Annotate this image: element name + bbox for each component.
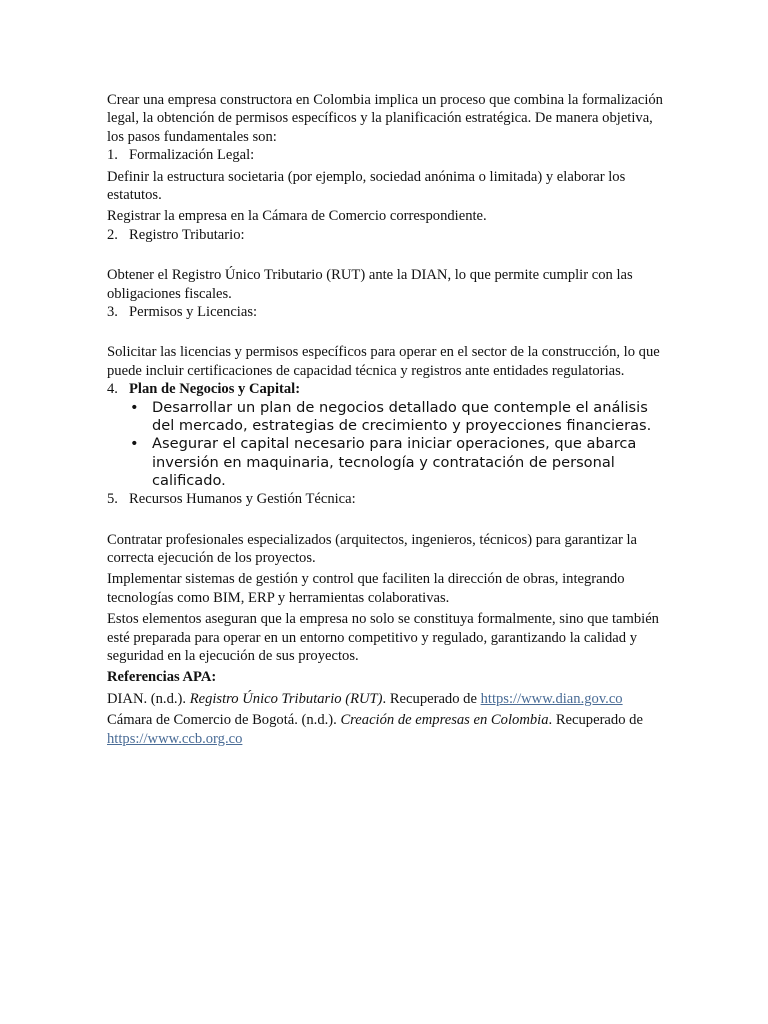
references-heading: Referencias APA: (107, 669, 217, 686)
document-page (107, 91, 667, 748)
step-title: Formalización Legal: (129, 147, 255, 164)
step-3 (107, 303, 667, 321)
step-title: Registro Tributario: (129, 226, 245, 243)
reference-item-ccb (107, 711, 667, 748)
step-number: 1. (107, 147, 118, 164)
reference-suffix: . Recuperado de (382, 690, 481, 707)
closing-paragraph: Estos elementos aseguran que la empresa no solo se constituya formalmente, sino que también esté preparada para operar en un entorno competitivo y regulado, garantizando la calidad y seguridad en la ejecución de sus proyectos. (107, 611, 659, 665)
intro-paragraph: Crear una empresa constructora en Colombia implica un proceso que combina la formalización legal, la obtención de permisos específicos y la planificación estratégica. De manera objetiva, los pasos fundamentales son: (107, 92, 663, 145)
step-2-paragraph-1: Obtener el Registro Único Tributario (RUT) ante la DIAN, lo que permite cumplir con las obligaciones fiscales. (107, 267, 633, 302)
step-number: 5. (107, 491, 118, 508)
step-number: 3. (107, 304, 118, 321)
reference-title: Registro Único Tributario (RUT) (189, 690, 383, 707)
step-title: Recursos Humanos y Gestión Técnica: (129, 491, 356, 508)
reference-suffix: . Recuperado de (548, 712, 643, 729)
reference-link-dian[interactable]: https://www.dian.gov.co (480, 690, 623, 707)
step-5-paragraph-1: Contratar profesionales especializados (arquitectos, ingenieros, técnicos) para garantizar la correcta ejecución de los proyectos. (107, 531, 638, 566)
step-number: 4. (107, 381, 118, 398)
step-3-paragraph-1: Solicitar las licencias y permisos específicos para operar en el sector de la construcción, lo que puede incluir certificaciones de capacidad técnica y registros ante entidades regulatorias. (107, 344, 660, 379)
step-1-paragraph-2: Registrar la empresa en la Cámara de Comercio correspondiente. (107, 208, 487, 225)
reference-link-ccb[interactable]: https://www.ccb.org.co (107, 730, 243, 747)
step-1-paragraph-1: Definir la estructura societaria (por ejemplo, sociedad anónima o limitada) y elaborar los estatutos. (107, 168, 626, 204)
step-title: Plan de Negocios y Capital: (129, 381, 301, 398)
step-1 (107, 146, 667, 164)
list-item: • Desarrollar un plan de negocios detallado que contemple el análisis del mercado, estrategias de crecimiento y proyecciones financieras. (130, 399, 667, 436)
reference-item-dian (107, 690, 667, 708)
reference-prefix: DIAN. (n.d.). (107, 690, 190, 707)
step-number: 2. (107, 226, 118, 243)
reference-prefix: Cámara de Comercio de Bogotá. (n.d.). (107, 712, 341, 729)
reference-title: Creación de empresas en Colombia (340, 712, 549, 729)
list-item: • Asegurar el capital necesario para iniciar operaciones, que abarca inversión en maquinaria, tecnología y contratación de personal calificado. (130, 435, 667, 490)
step-5-paragraph-2: Implementar sistemas de gestión y control que faciliten la dirección de obras, integrando tecnologías como BIM, ERP y herramientas colaborativas. (107, 571, 625, 606)
step-4 (107, 380, 667, 398)
step-4-bullet-list (130, 399, 667, 490)
step-5 (107, 490, 667, 508)
step-2 (107, 226, 667, 244)
step-title: Permisos y Licencias: (129, 304, 258, 321)
